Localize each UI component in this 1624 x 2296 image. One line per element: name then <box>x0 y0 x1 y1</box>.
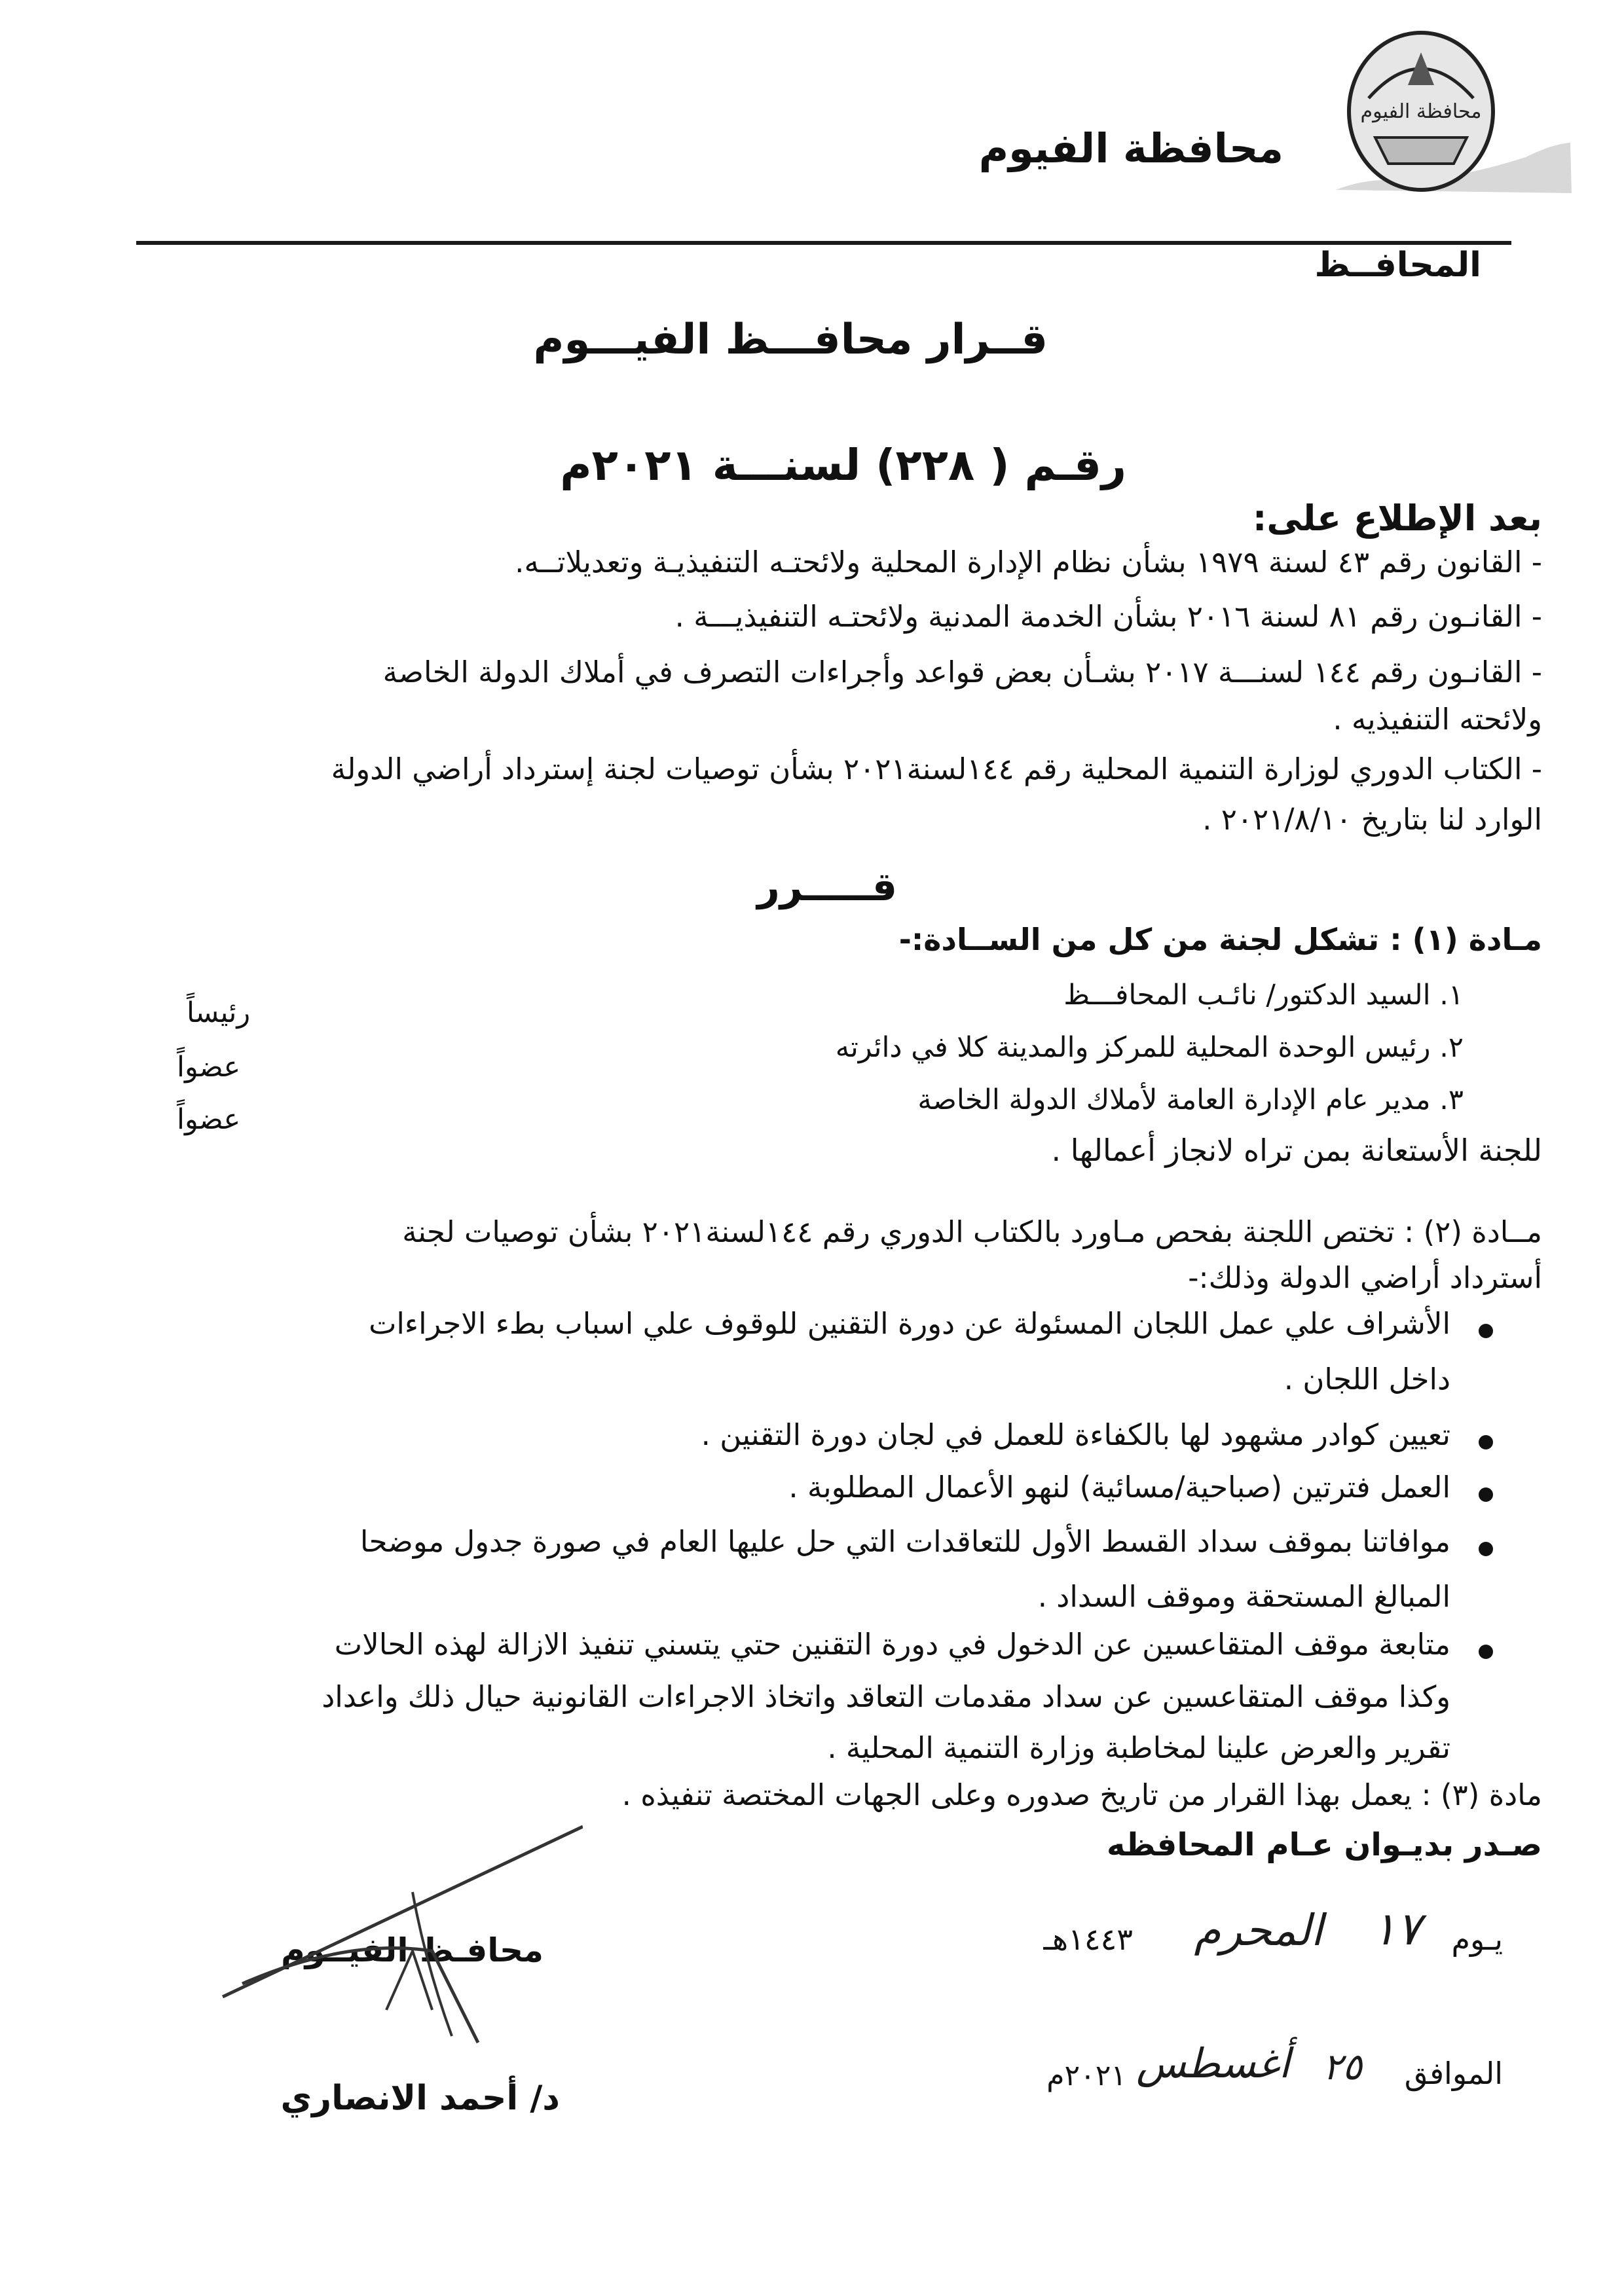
hijri-month: المحرم <box>1194 1905 1323 1956</box>
preamble-item: - الكتاب الدوري لوزارة التنمية المحلية رقم ١٤٤لسنة٢٠٢١ بشأن توصيات لجنة إسترداد أراضي الدولة <box>331 752 1542 786</box>
bullet-dot <box>1479 1487 1493 1502</box>
task-item: متابعة موقف المتقاعسين عن الدخول في دورة التقنين حتي يتسني تنفيذ الازالة لهذه الحالات <box>334 1627 1450 1662</box>
member-name: ٣. مدير عام الإدارة العامة لأملاك الدولة الخاصة <box>917 1084 1464 1116</box>
greg-day: ٢٥ <box>1322 2046 1362 2088</box>
preamble-item: - القانون رقم ٤٣ لسنة ١٩٧٩ بشأن نظام الإدارة المحلية ولائحتـه التنفيذيـة وتعديلاتــه. <box>515 545 1542 579</box>
task-item-cont: داخل اللجان . <box>1283 1362 1450 1396</box>
article-3: مادة (٣) : يعمل بهذا القرار من تاريخ صدوره وعلى الجهات المختصة تنفيذه . <box>621 1777 1542 1812</box>
logo-text: محافظة الفيوم <box>1360 100 1482 123</box>
office-label: المحافــظ <box>1314 246 1481 285</box>
decision-number: رقـم ( ٢٢٨) لسنـــة ٢٠٢١م <box>560 440 1126 490</box>
bullet-dot <box>1479 1435 1493 1449</box>
task-item: الأشراف علي عمل اللجان المسئولة عن دورة التقنين للوقوف علي اسباب بطء الاجراءات <box>369 1306 1450 1341</box>
preamble-heading: بعد الإطلاع على: <box>1252 498 1542 539</box>
article-2-heading: مــادة (٢) : تختص اللجنة بفحص مـاورد بالكتاب الدوري رقم ١٤٤لسنة٢٠٢١ بشأن توصيات لجنة <box>402 1214 1542 1249</box>
greg-month: أغسطس <box>1136 2039 1290 2087</box>
preamble-item: الوارد لنا بتاريخ ٢٠٢١/٨/١٠ . <box>1202 802 1542 837</box>
member-name: ٢. رئيس الوحدة المحلية للمركز والمدينة كلا في دائرته <box>835 1031 1464 1064</box>
bullet-dot <box>1479 1542 1493 1556</box>
signatory-title: محافـظ الفيــوم <box>280 1931 544 1969</box>
preamble-item: ولائحته التنفيذيه . <box>1333 702 1542 737</box>
member-role: رئيساً <box>187 996 251 1029</box>
preamble-item: - القانـون رقم ٨١ لسنة ٢٠١٦ بشأن الخدمة المدنية ولائحتـه التنفيذيـــة . <box>674 599 1542 634</box>
header-divider <box>136 241 1511 245</box>
member-role: عضواً <box>177 1051 241 1084</box>
hijri-year: ١٤٤٣هـ <box>1043 1922 1133 1957</box>
issued-at: صـدر بديـوان عـام المحافظه <box>1107 1827 1542 1863</box>
task-item-cont: المبالغ المستحقة وموقف السداد . <box>1037 1579 1450 1614</box>
bullet-dot <box>1479 1324 1493 1338</box>
greg-label: الموافق <box>1404 2056 1503 2091</box>
committee-note: للجنة الأستعانة بمن تراه لانجاز أعمالها . <box>1051 1133 1542 1168</box>
day-label: يـوم <box>1451 1922 1503 1957</box>
hijri-day: ١٧ <box>1371 1902 1421 1956</box>
organization-name: محافظة الفيوم <box>978 124 1283 172</box>
article-1-heading: مـادة (١) : تشكل لجنة من كل من الســادة:- <box>898 922 1542 957</box>
task-item: العمل فترتين (صباحية/مسائية) لنهو الأعمال المطلوبة . <box>788 1470 1450 1504</box>
article-2-heading-cont: أسترداد أراضي الدولة وذلك:- <box>1188 1260 1542 1295</box>
decided-label: قـــــرر <box>757 864 897 910</box>
task-item-cont: وكذا موقف المتقاعسين عن سداد مقدمات التعاقد واتخاذ الاجراءات القانونية حيال ذلك واعداد <box>322 1679 1450 1714</box>
bullet-dot <box>1479 1645 1493 1659</box>
member-role: عضواً <box>177 1103 241 1136</box>
task-item: موافاتنا بموقف سداد القسط الأول للتعاقدات التي حل عليها العام في صورة جدول موضحا <box>360 1524 1450 1559</box>
preamble-item: - القانـون رقم ١٤٤ لسنـــة ٢٠١٧ بشـأن بعض قواعد وأجراءات التصرف في أملاك الدولة الخاصة <box>382 655 1542 689</box>
member-name: ١. السيد الدكتور/ نائـب المحافـــظ <box>1063 979 1464 1011</box>
task-item-cont: تقرير والعرض علينا لمخاطبة وزارة التنمية المحلية . <box>827 1730 1450 1765</box>
governorate-logo <box>1329 26 1572 196</box>
signatory-name: د/ أحمد الانصاري <box>280 2079 560 2118</box>
handwritten-signature <box>216 1820 583 2056</box>
task-item: تعيين كوادر مشهود لها بالكفاءة للعمل في لجان دورة التقنين . <box>701 1417 1450 1452</box>
greg-year: ٢٠٢١م <box>1046 2059 1126 2092</box>
decision-title: قــرار محافـــظ الفيـــوم <box>533 316 1048 364</box>
